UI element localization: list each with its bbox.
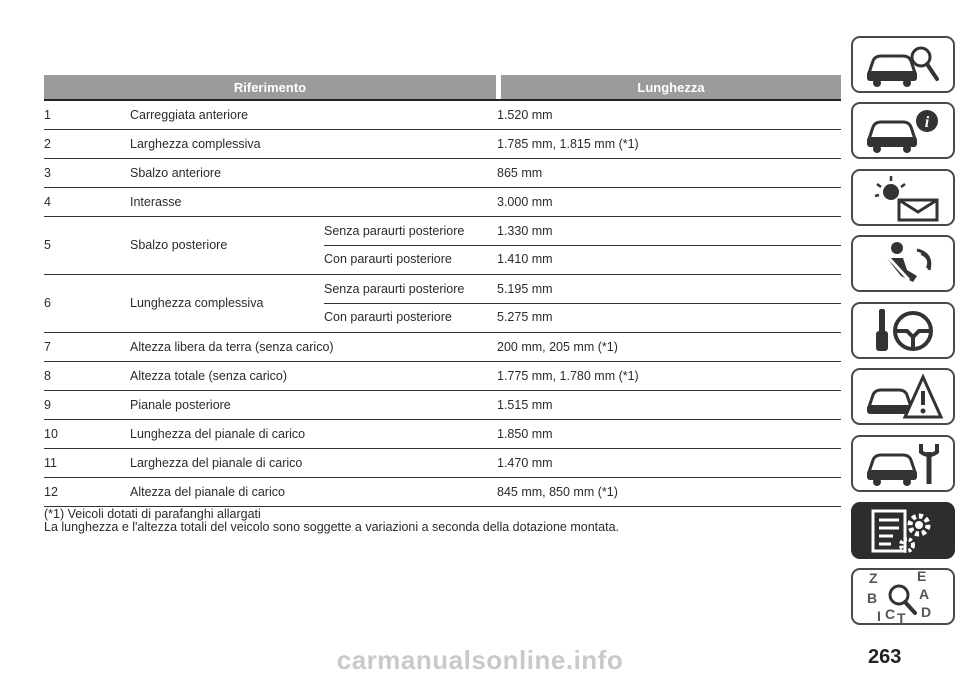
row-description: Altezza libera da terra (senza carico): [130, 340, 334, 354]
row-number: 9: [44, 398, 51, 412]
row-description: Lunghezza complessiva: [130, 296, 264, 310]
row-number: 3: [44, 166, 51, 180]
row-value: 1.520 mm: [497, 108, 553, 122]
row-description: Carreggiata anteriore: [130, 108, 249, 122]
tab-safety[interactable]: [851, 235, 955, 292]
row-value: 1.850 mm: [497, 427, 553, 441]
sub-row: [324, 303, 841, 331]
row-number: 5: [44, 238, 51, 252]
tab-car-inspection[interactable]: [851, 36, 955, 93]
car-info-icon: [863, 107, 943, 155]
svg-text:C: C: [885, 605, 896, 622]
table-row: [44, 188, 841, 217]
row-number: 4: [44, 195, 51, 209]
sub-row-label: Con paraurti posteriore: [324, 310, 452, 324]
row-value: 3.000 mm: [497, 195, 553, 209]
sub-row-label: Con paraurti posteriore: [324, 252, 452, 266]
tab-maintenance[interactable]: [851, 435, 955, 492]
car-breakdown-warning-icon: [863, 373, 943, 421]
row-number: 2: [44, 137, 51, 151]
row-description: Sbalzo anteriore: [130, 166, 222, 180]
row-description: Lunghezza del pianale di carico: [130, 427, 306, 441]
row-number: 6: [44, 296, 51, 310]
row-value: 865 mm: [497, 166, 543, 180]
row-description: Altezza totale (senza carico): [130, 369, 288, 383]
table-row: [44, 275, 841, 333]
car-maintenance-wrench-icon: [863, 440, 943, 488]
tab-emergency[interactable]: [851, 368, 955, 425]
specs-table: [44, 75, 841, 507]
sub-row-label: Senza paraurti posteriore: [324, 282, 465, 296]
tab-car-info[interactable]: [851, 102, 955, 159]
table-header: [44, 75, 841, 99]
table-row: [44, 130, 841, 159]
sub-row-value: 1.330 mm: [497, 224, 553, 238]
row-value: 1.470 mm: [497, 456, 553, 470]
svg-text:I: I: [877, 607, 881, 624]
svg-text:A: A: [919, 585, 930, 602]
row-value: 1.515 mm: [497, 398, 553, 412]
header-reference: Riferimento: [44, 75, 496, 99]
row-number: 10: [44, 427, 58, 441]
sub-row: [324, 275, 841, 304]
row-value: 200 mm, 205 mm (*1): [497, 340, 618, 354]
sub-row-value: 5.275 mm: [497, 310, 553, 324]
row-description: Sbalzo posteriore: [130, 238, 228, 252]
row-number: 8: [44, 369, 51, 383]
svg-text:B: B: [867, 589, 878, 606]
sub-row-value: 5.195 mm: [497, 282, 553, 296]
row-value: 1.785 mm, 1.815 mm (*1): [497, 137, 639, 151]
table-row: [44, 420, 841, 449]
row-value: 845 mm, 850 mm (*1): [497, 485, 618, 499]
row-number: 1: [44, 108, 51, 122]
svg-text:T: T: [897, 609, 906, 625]
sub-row-label: Senza paraurti posteriore: [324, 224, 465, 238]
table-row: [44, 362, 841, 391]
table-row: [44, 159, 841, 188]
row-description: Interasse: [130, 195, 182, 209]
table-row: [44, 478, 841, 507]
row-description: Pianale posteriore: [130, 398, 231, 412]
row-number: 7: [44, 340, 51, 354]
table-row: [44, 391, 841, 420]
table-row: [44, 333, 841, 362]
header-length: Lunghezza: [501, 75, 841, 99]
tab-starting-driving[interactable]: [851, 302, 955, 359]
sub-row: [324, 245, 841, 273]
row-number: 11: [44, 456, 57, 470]
svg-text:Z: Z: [869, 569, 878, 586]
row-description: Larghezza complessiva: [130, 137, 261, 151]
table-row: [44, 101, 841, 130]
document-gears-icon: [863, 507, 943, 555]
index-alphabet-icon: [863, 569, 943, 625]
svg-text:D: D: [921, 603, 932, 620]
disclaimer: La lunghezza e l'altezza totali del veicolo sono soggette a variazioni a seconda della dotazione montata.: [44, 519, 619, 534]
row-number: 12: [44, 485, 58, 499]
watermark: carmanualsonline.info: [336, 645, 624, 675]
table-row: [44, 449, 841, 478]
key-steering-wheel-icon: [863, 307, 943, 355]
tab-warning-lights[interactable]: [851, 169, 955, 226]
svg-text:E: E: [917, 568, 927, 584]
seatbelt-airbag-icon: [863, 240, 943, 288]
sub-row: [324, 217, 841, 246]
row-value: 1.775 mm, 1.780 mm (*1): [497, 369, 639, 383]
tab-technical-data[interactable]: [851, 502, 955, 559]
sub-row-value: 1.410 mm: [497, 252, 553, 266]
warning-light-message-icon: [863, 174, 943, 222]
car-magnifier-icon: [863, 41, 943, 89]
tab-index[interactable]: [851, 568, 955, 625]
table-notes: [44, 508, 619, 533]
row-description: Larghezza del pianale di carico: [130, 456, 303, 470]
footnote: (*1) Veicoli dotati di parafanghi allargati: [44, 507, 261, 521]
svg-text:i: i: [924, 113, 930, 131]
row-description: Altezza del pianale di carico: [130, 485, 285, 499]
table-row: [44, 217, 841, 275]
page-number: 263: [868, 646, 902, 668]
